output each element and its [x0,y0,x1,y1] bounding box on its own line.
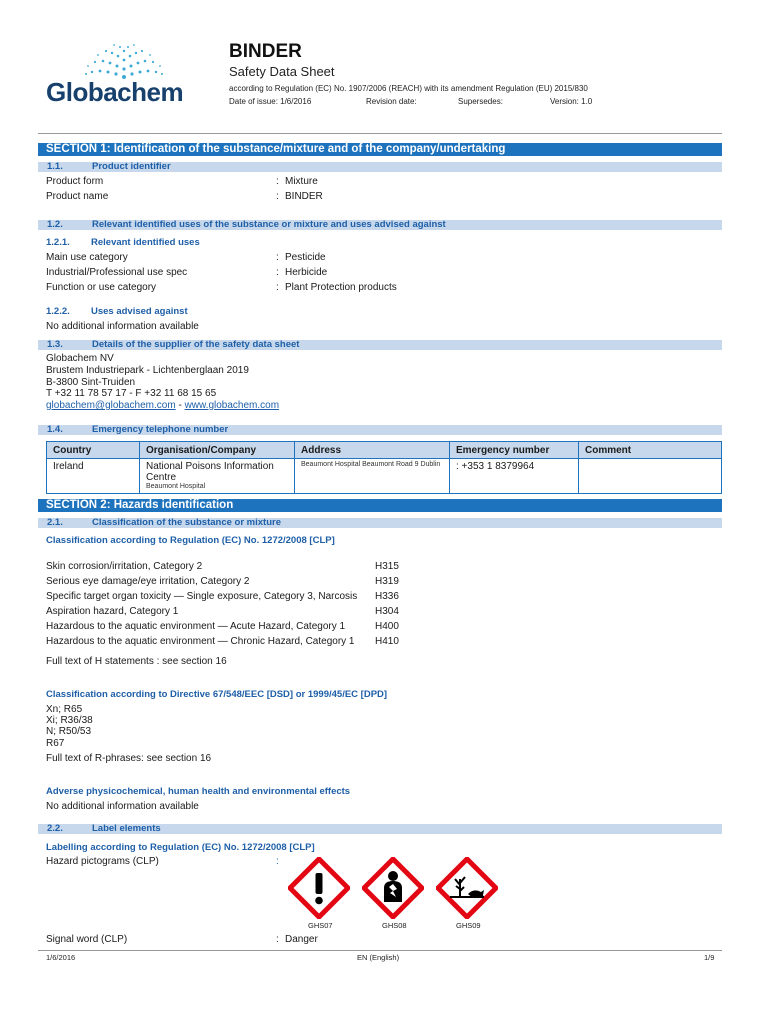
subsection-number: 1.2. [47,219,63,230]
column-header-address: Address [295,442,450,459]
subsection-1-2-2-header [46,306,446,318]
product-title: BINDER [229,41,302,62]
subsection-2-2-header [38,824,722,834]
column-header-comment: Comment [579,442,722,459]
clp-item: Aspiration hazard, Category 1 [46,606,179,617]
subsection-1-1-header [38,162,722,172]
supplier-website-link[interactable]: www.globachem.com [184,400,280,411]
pictogram-label: GHS08 [382,921,407,930]
dsd-item: Xn; R65 [46,704,83,715]
pictogram-label: GHS09 [456,921,481,930]
colon: : [276,856,279,867]
hazard-code: H336 [375,591,399,602]
footer-divider [38,950,722,951]
subsection-2-1-header [38,518,722,528]
globachem-logo-text: Globachem [46,77,184,107]
regulation-text: according to Regulation (EC) No. 1907/2006 (REACH) with its amendment Regulation (EU) 2015/830 [229,84,588,93]
column-header-country: Country [47,442,140,459]
colon: : [276,176,279,187]
adverse-effects-text: No additional information available [46,801,199,812]
subsection-title: Relevant identified uses of the substance or mixture and uses advised against [92,219,446,230]
colon: : [276,267,279,278]
footer-date: 1/6/2016 [46,953,76,962]
r-phrases-note: Full text of R-phrases: see section 16 [46,753,212,764]
colon: : [276,191,279,202]
industrial-use-label: Industrial/Professional use spec [46,267,188,278]
globachem-logo-icon [64,42,184,82]
dsd-item: R67 [46,738,65,749]
footer-page-number: 1/9 [704,953,715,962]
subsection-1-3-header [38,340,722,350]
industrial-use-value: Herbicide [285,267,328,278]
main-use-label: Main use category [46,252,128,263]
document-type: Safety Data Sheet [229,64,335,79]
subsection-1-4-header [38,425,722,435]
ghs08-health-hazard-icon [362,857,424,919]
subsection-number: 1.1. [47,161,63,172]
column-header-emergency-number: Emergency number [450,442,579,459]
supplier-name: Globachem NV [46,353,114,364]
footer-language: EN (English) [357,953,400,962]
supplier-address-1: Brustem Industriepark - Lichtenberglaan 2019 [46,365,249,376]
subsection-title: Classification of the substance or mixture [92,517,281,528]
subsection-title: Emergency telephone number [92,424,229,435]
colon: : [276,934,279,945]
cell-comment [579,459,722,494]
clp-classification-heading: Classification according to Regulation (EC) No. 1272/2008 [CLP] [46,535,335,546]
function-value: Plant Protection products [285,282,397,293]
supplier-contacts [46,400,279,411]
section-2-header: SECTION 2: Hazards identification [38,499,722,512]
link-separator: - [175,400,185,411]
uses-advised-against-text: No additional information available [46,321,199,332]
hazard-code: H319 [375,576,399,587]
cell-organisation [140,459,295,494]
hazard-code: H400 [375,621,399,632]
pictogram-label: GHS07 [308,921,333,930]
organisation-sub: Beaumont Hospital [146,483,206,490]
hazard-code: H315 [375,561,399,572]
hazard-pictograms-label: Hazard pictograms (CLP) [46,856,159,867]
emergency-contacts-table [46,441,722,494]
header-divider [38,133,722,134]
version: Version: 1.0 [550,97,593,106]
subsection-title: Details of the supplier of the safety data sheet [92,339,300,350]
section-1-header: SECTION 1: Identification of the substance/mixture and of the company/undertaking [38,143,722,156]
subsection-title: Uses advised against [91,306,188,317]
revision-date: Revision date: [366,97,417,106]
subsection-title: Relevant identified uses [91,237,200,248]
main-use-value: Pesticide [285,252,326,263]
dsd-classification-heading: Classification according to Directive 67/548/EEC [DSD] or 1999/45/EC [DPD] [46,689,388,700]
colon: : [276,252,279,263]
clp-item: Hazardous to the aquatic environment — Chronic Hazard, Category 1 [46,636,355,647]
clp-item: Skin corrosion/irritation, Category 2 [46,561,203,572]
subsection-title: Label elements [92,823,161,834]
supersedes: Supersedes: [458,97,503,106]
supplier-email-link[interactable]: globachem@globachem.com [46,400,176,411]
product-form-label: Product form [46,176,104,187]
clp-labelling-heading: Labelling according to Regulation (EC) No. 1272/2008 [CLP] [46,842,315,853]
subsection-number: 2.1. [47,517,63,528]
table-header-row [47,442,722,459]
subsection-number: 1.3. [47,339,63,350]
supplier-phone: T +32 11 78 57 17 - F +32 11 68 15 65 [46,388,217,399]
cell-emergency-number: : +353 1 8379964 [450,459,579,494]
cell-country: Ireland [47,459,140,494]
product-form-value: Mixture [285,176,318,187]
subsection-number: 1.2.1. [46,237,70,248]
subsection-number: 1.4. [47,424,63,435]
subsection-number: 1.2.2. [46,306,70,317]
supplier-address-2: B-3800 Sint-Truiden [46,377,136,388]
subsection-1-2-header [38,220,722,230]
product-name-label: Product name [46,191,109,202]
dsd-item: Xi; R36/38 [46,715,93,726]
clp-item: Specific target organ toxicity — Single exposure, Category 3, Narcosis [46,591,358,602]
colon: : [276,282,279,293]
organisation-name: National Poisons Information Centre [146,461,274,483]
clp-item: Hazardous to the aquatic environment — Acute Hazard, Category 1 [46,621,346,632]
signal-word-value: Danger [285,934,318,945]
product-name-value: BINDER [285,191,323,202]
adverse-effects-heading: Adverse physicochemical, human health and environmental effects [46,786,351,797]
signal-word-label: Signal word (CLP) [46,934,128,945]
subsection-number: 2.2. [47,823,63,834]
h-statements-note: Full text of H statements : see section 16 [46,656,227,667]
hazard-code: H410 [375,636,399,647]
cell-address: Beaumont Hospital Beaumont Road 9 Dublin [295,459,450,494]
subsection-1-2-1-header [46,237,446,249]
ghs07-exclamation-icon [288,857,350,919]
function-label: Function or use category [46,282,157,293]
clp-item: Serious eye damage/eye irritation, Category 2 [46,576,250,587]
hazard-code: H304 [375,606,399,617]
date-of-issue: Date of issue: 1/6/2016 [229,97,312,106]
column-header-organisation: Organisation/Company [140,442,295,459]
subsection-title: Product identifier [92,161,171,172]
ghs09-environment-icon [436,857,498,919]
dsd-item: N; R50/53 [46,726,92,737]
table-row [47,459,722,494]
